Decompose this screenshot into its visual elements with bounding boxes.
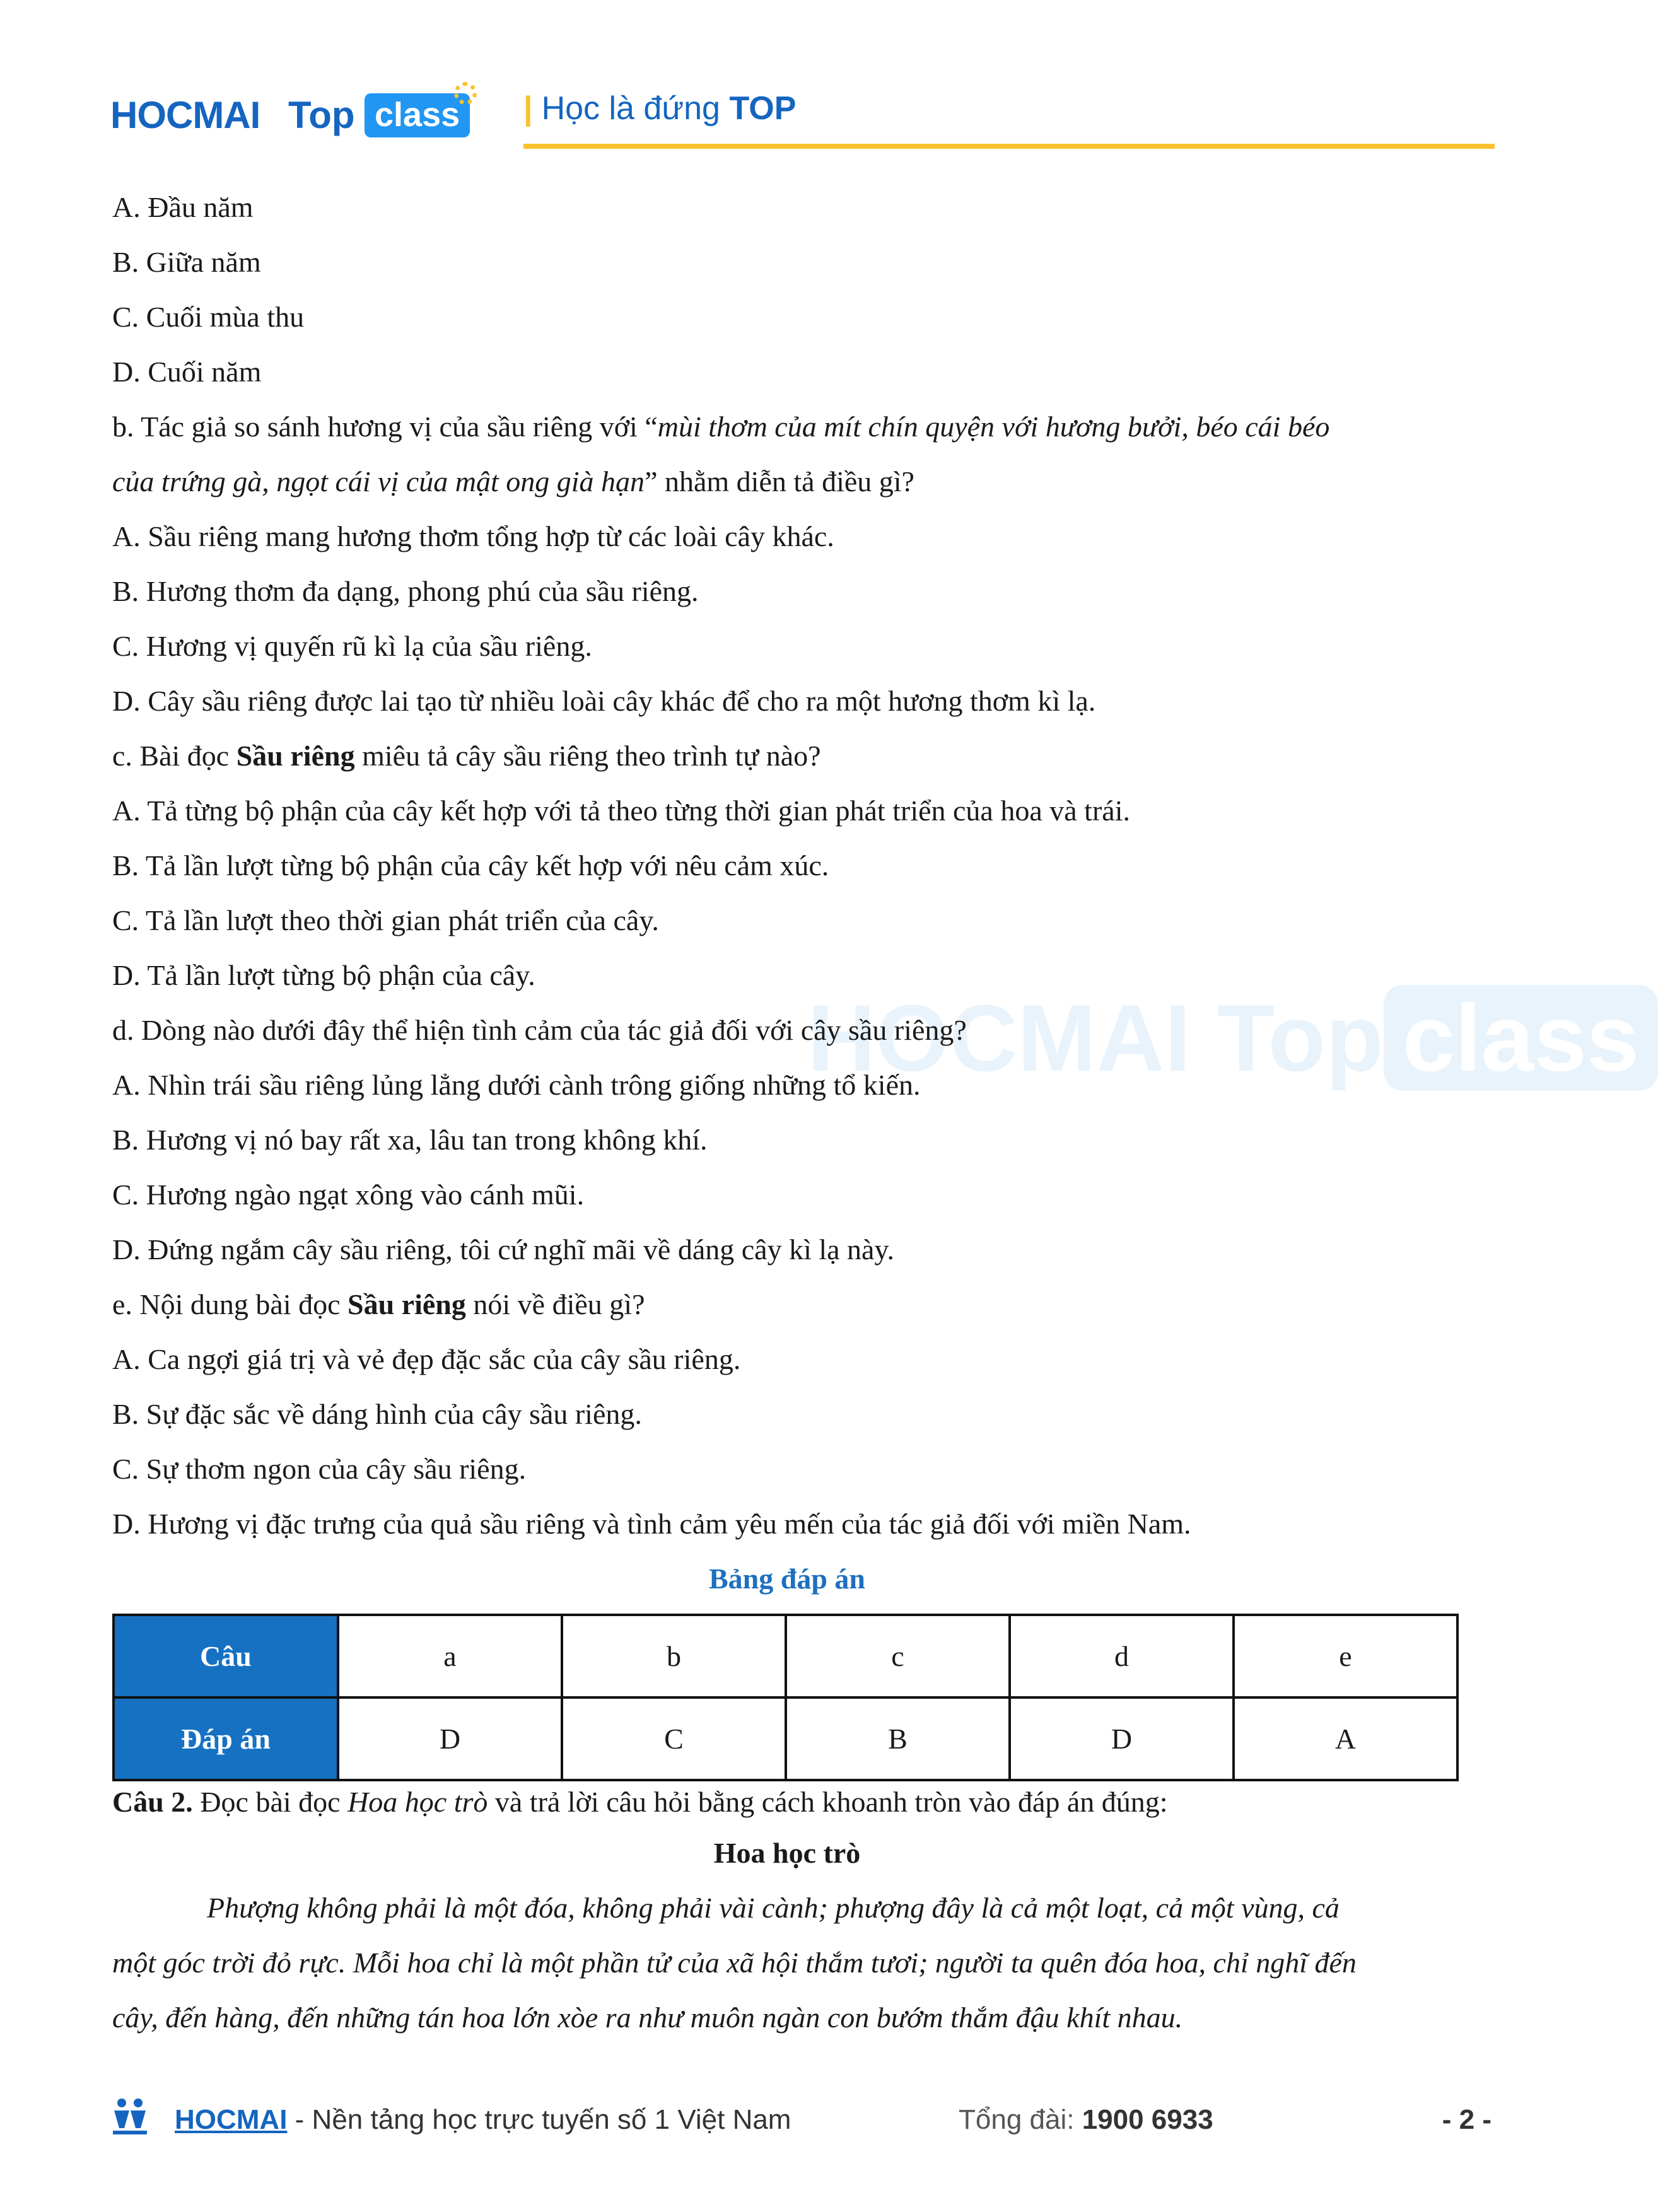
document-body [112,180,1462,2045]
footer-brand-link[interactable]: HOCMAI [175,2104,288,2135]
question-2-italic: Hoa học trò [347,1786,488,1818]
question-b-line2 [112,454,1462,509]
question-2-tail: và trả lời câu hỏi bằng cách khoanh tròn vào đáp án đúng: [487,1786,1168,1818]
question-b-line1 [112,399,1462,454]
question-2-label: Câu 2. [112,1786,193,1818]
logo-class-badge: class [365,93,470,137]
tagline-text: Học là đứng [541,90,720,127]
table-cell: D [338,1697,562,1780]
question-e [112,1277,1462,1332]
footer-slogan [175,2104,791,2136]
option-a: A. Đầu năm [112,191,254,223]
page-header [110,76,1495,151]
table-cell: a [338,1615,562,1697]
table-row [114,1697,1457,1780]
question-b-tail: ” nhằm diễn tả điều gì? [645,465,914,498]
hocmai-people-icon [110,2097,149,2136]
table-cell: d [1010,1615,1234,1697]
table-header-cell: Câu [114,1615,338,1697]
option-d: D. Đứng ngắm cây sầu riêng, tôi cứ nghĩ mãi về dáng cây kì lạ này. [112,1233,894,1266]
reading-title: Hoa học trò [713,1837,861,1869]
table-cell: A [1234,1697,1457,1780]
option-d: D. Tả lần lượt từng bộ phận của cây. [112,959,535,991]
footer-slogan-text: - Nền tảng học trực tuyến số 1 Việt Nam [287,2104,791,2135]
question-d: d. Dòng nào dưới đây thể hiện tình cảm của tác giả đối với cây sầu riêng? [112,1014,967,1046]
logo-top-text: Top [288,94,355,136]
answer-table-title: Bảng đáp án [708,1563,865,1595]
option-c: C. Hương ngào ngạt xông vào cánh mũi. [112,1179,585,1211]
reading-paragraph-line: một góc trời đỏ rực. Mỗi hoa chỉ là một phần tử của xã hội thắm tươi; người ta quên đóa hoa, chỉ nghĩ đến [112,1947,1357,1979]
divider-bar: | [523,90,533,127]
question-2 [112,1781,1462,1825]
tagline-bold: TOP [729,90,797,127]
option-c: C. Sự thơm ngon của cây sầu riêng. [112,1453,527,1485]
page-number: - 2 - [1442,2104,1492,2135]
question-c-lead: c. Bài đọc [112,740,236,772]
table-header-cell: Đáp án [114,1697,338,1780]
option-b: B. Tả lần lượt từng bộ phận của cây kết hợp với nêu cảm xúc. [112,849,829,882]
question-e-tail: nói về điều gì? [465,1288,645,1320]
question-b-quote1: mùi thơm của mít chín quyện với hương bưởi, béo cái béo [657,410,1330,443]
question-e-lead: e. Nội dung bài đọc [112,1288,348,1320]
table-cell: c [786,1615,1010,1697]
page-footer [110,2097,1492,2147]
question-2-lead: Đọc bài đọc [192,1786,348,1818]
option-a: A. Sầu riêng mang hương thơm tổng hợp từ các loài cây khác. [112,520,834,552]
footer-hotline [959,2104,1213,2136]
watermark-class: class [1384,985,1658,1091]
gear-icon [454,82,477,105]
option-a: A. Tả từng bộ phận của cây kết hợp với tả theo từng thời gian phát triển của hoa và trái. [112,795,1130,827]
option-d: D. Hương vị đặc trưng của quả sầu riêng và tình cảm yêu mến của tác giả đối với miền Nam. [112,1508,1191,1540]
table-cell: b [562,1615,786,1697]
reading-paragraph-line: cây, đến hàng, đến những tán hoa lớn xòe ra như muôn ngàn con bướm thắm đậu khít nhau. [112,2001,1183,2034]
option-a: A. Nhìn trái sầu riêng lủng lẳng dưới cành trông giống những tổ kiến. [112,1069,921,1101]
question-c-tail: miêu tả cây sầu riêng theo trình tự nào? [354,740,821,772]
table-cell: B [786,1697,1010,1780]
question-b-quote2: của trứng gà, ngọt cái vị của mật ong già hạn [112,465,645,498]
option-c: C. Hương vị quyến rũ kì lạ của sầu riêng. [112,630,592,662]
header-divider [523,144,1495,149]
option-c: C. Cuối mùa thu [112,301,305,333]
hotline-label: Tổng đài: [959,2104,1082,2135]
option-b: B. Giữa năm [112,246,261,278]
option-b: B. Hương vị nó bay rất xa, lâu tan trong không khí. [112,1124,708,1156]
question-c [112,728,1462,783]
option-c: C. Tả lần lượt theo thời gian phát triển của cây. [112,904,659,936]
question-b-lead: b. Tác giả so sánh hương vị của sầu riêng với “ [112,410,658,443]
question-c-bold: Sầu riêng [236,740,355,772]
watermark-text: HOCMAI Top [807,985,1384,1091]
header-tagline [523,90,796,127]
option-b: B. Sự đặc sắc về dáng hình của cây sầu riêng. [112,1398,642,1430]
option-a: A. Ca ngợi giá trị và vẻ đẹp đặc sắc của cây sầu riêng. [112,1343,741,1375]
question-e-bold: Sầu riêng [347,1288,466,1320]
answer-table [112,1614,1459,1781]
reading-paragraph-line: Phượng không phải là một đóa, không phải vài cành; phượng đây là cả một loạt, cả một vùng, cả [207,1892,1340,1924]
logo-hocmai-text: HOCMAI [110,94,260,136]
table-cell: C [562,1697,786,1780]
option-d: D. Cuối năm [112,356,262,388]
table-cell: e [1234,1615,1457,1697]
table-cell: D [1010,1697,1234,1780]
table-row [114,1615,1457,1697]
option-d: D. Cây sầu riêng được lai tạo từ nhiều loài cây khác để cho ra một hương thơm kì lạ. [112,685,1096,717]
option-b: B. Hương thơm đa dạng, phong phú của sầu riêng. [112,575,699,607]
hotline-number: 1900 6933 [1082,2104,1213,2135]
